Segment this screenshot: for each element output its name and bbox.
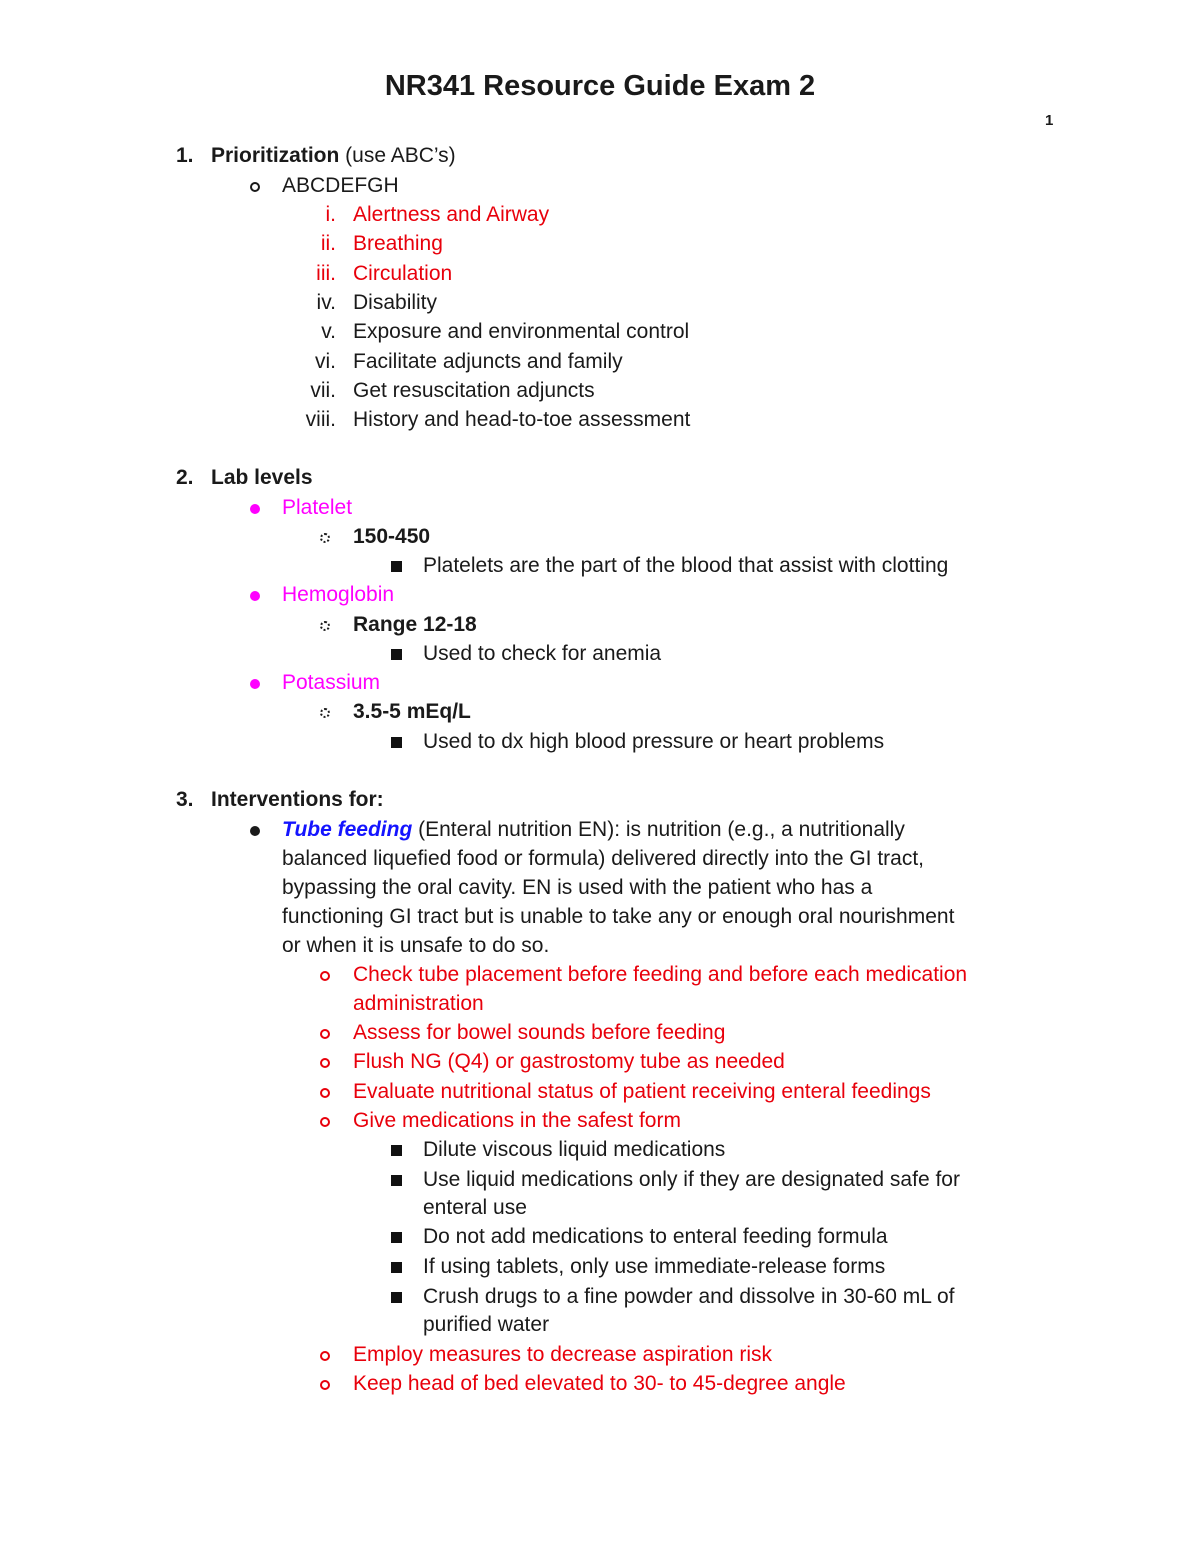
lab-name: Platelet [282,496,353,519]
lab-note: Used to check for anemia [423,642,662,665]
intervention-step-continued: administration [353,992,484,1015]
intervention-step: Check tube placement before feeding and before each medication [353,963,968,986]
tube-feeding-description [282,815,905,845]
tube-feeding-term: Tube feeding [282,818,413,841]
lab-range: 3.5-5 mEq/L [353,700,471,723]
medication-point: Crush drugs to a fine powder and dissolve in 30-60 mL of [423,1285,955,1308]
list-item: History and head-to-toe assessment [353,408,691,431]
list-numeral: iv. [316,291,336,314]
hollow-bullet-icon [320,1106,330,1136]
medication-point-continued: purified water [423,1313,550,1336]
section-1-sub: ABCDEFGH [282,174,399,197]
hollow-bullet-icon [250,171,260,201]
list-item: Alertness and Airway [353,203,550,226]
hollow-bullet-icon [320,1340,330,1370]
document-title: NR341 Resource Guide Exam 2 [384,70,816,102]
square-bullet-icon [391,1165,402,1195]
section-3-number: 3. [176,788,194,811]
list-numeral: vi. [315,350,336,373]
section-1-number: 1. [176,144,194,167]
hollow-bullet-icon [320,1018,330,1048]
description-line: (Enteral nutrition EN): is nutrition (e.g., a nutritionally [412,818,905,841]
description-line: functioning GI tract but is unable to take any or enough oral nourishment [282,905,955,928]
hollow-bullet-icon [320,960,330,990]
square-bullet-icon [391,727,402,757]
dotted-circle-bullet-icon [320,610,330,640]
intervention-step: Give medications in the safest form [353,1109,681,1132]
bullet-icon [250,668,260,698]
list-numeral: v. [321,320,336,343]
lab-name: Potassium [282,671,381,694]
lab-note: Used to dx high blood pressure or heart problems [423,730,885,753]
medication-point: Use liquid medications only if they are designated safe for [423,1168,960,1191]
bullet-icon [250,580,260,610]
list-numeral: i. [325,203,336,226]
section-3-heading: Interventions for: [211,788,384,811]
list-item: Breathing [353,232,443,255]
description-line: balanced liquefied food or formula) delivered directly into the GI tract, [282,847,925,870]
list-numeral: viii. [305,408,336,431]
lab-name: Hemoglobin [282,583,395,606]
description-line: or when it is unsafe to do so. [282,934,550,957]
intervention-step: Evaluate nutritional status of patient receiving enteral feedings [353,1080,931,1103]
list-numeral: ii. [320,232,336,255]
section-2-number: 2. [176,466,194,489]
intervention-step: Employ measures to decrease aspiration risk [353,1343,773,1366]
medication-point: Dilute viscous liquid medications [423,1138,726,1161]
list-item: Get resuscitation adjuncts [353,379,595,402]
square-bullet-icon [391,1282,402,1312]
list-numeral: iii. [316,262,336,285]
medication-point-continued: enteral use [423,1196,527,1219]
section-2-heading: Lab levels [211,466,313,489]
intervention-step: Keep head of bed elevated to 30- to 45-degree angle [353,1372,846,1395]
list-item: Circulation [353,262,453,285]
section-1-heading [211,141,456,171]
dotted-circle-bullet-icon [320,522,330,552]
hollow-bullet-icon [320,1047,330,1077]
bullet-icon [250,493,260,523]
dotted-circle-bullet-icon [320,697,330,727]
hollow-bullet-icon [320,1369,330,1399]
medication-point: Do not add medications to enteral feeding formula [423,1225,888,1248]
square-bullet-icon [391,639,402,669]
square-bullet-icon [391,1222,402,1252]
square-bullet-icon [391,551,402,581]
lab-note: Platelets are the part of the blood that assist with clotting [423,554,949,577]
description-line: bypassing the oral cavity. EN is used with the patient who has a [282,876,873,899]
medication-point: If using tablets, only use immediate-release forms [423,1255,886,1278]
section-1-heading-label: Prioritization [211,144,340,167]
square-bullet-icon [391,1252,402,1282]
list-numeral: vii. [310,379,336,402]
hollow-bullet-icon [320,1077,330,1107]
list-item: Exposure and environmental control [353,320,690,343]
intervention-step: Flush NG (Q4) or gastrostomy tube as needed [353,1050,785,1073]
section-1-heading-note: (use ABC’s) [339,144,456,167]
lab-range: Range 12-18 [353,613,477,636]
list-item: Disability [353,291,438,314]
intervention-step: Assess for bowel sounds before feeding [353,1021,726,1044]
bullet-icon [250,815,260,845]
square-bullet-icon [391,1135,402,1165]
list-item: Facilitate adjuncts and family [353,350,623,373]
lab-range: 150-450 [353,525,431,548]
page-number: 1 [1045,112,1054,129]
